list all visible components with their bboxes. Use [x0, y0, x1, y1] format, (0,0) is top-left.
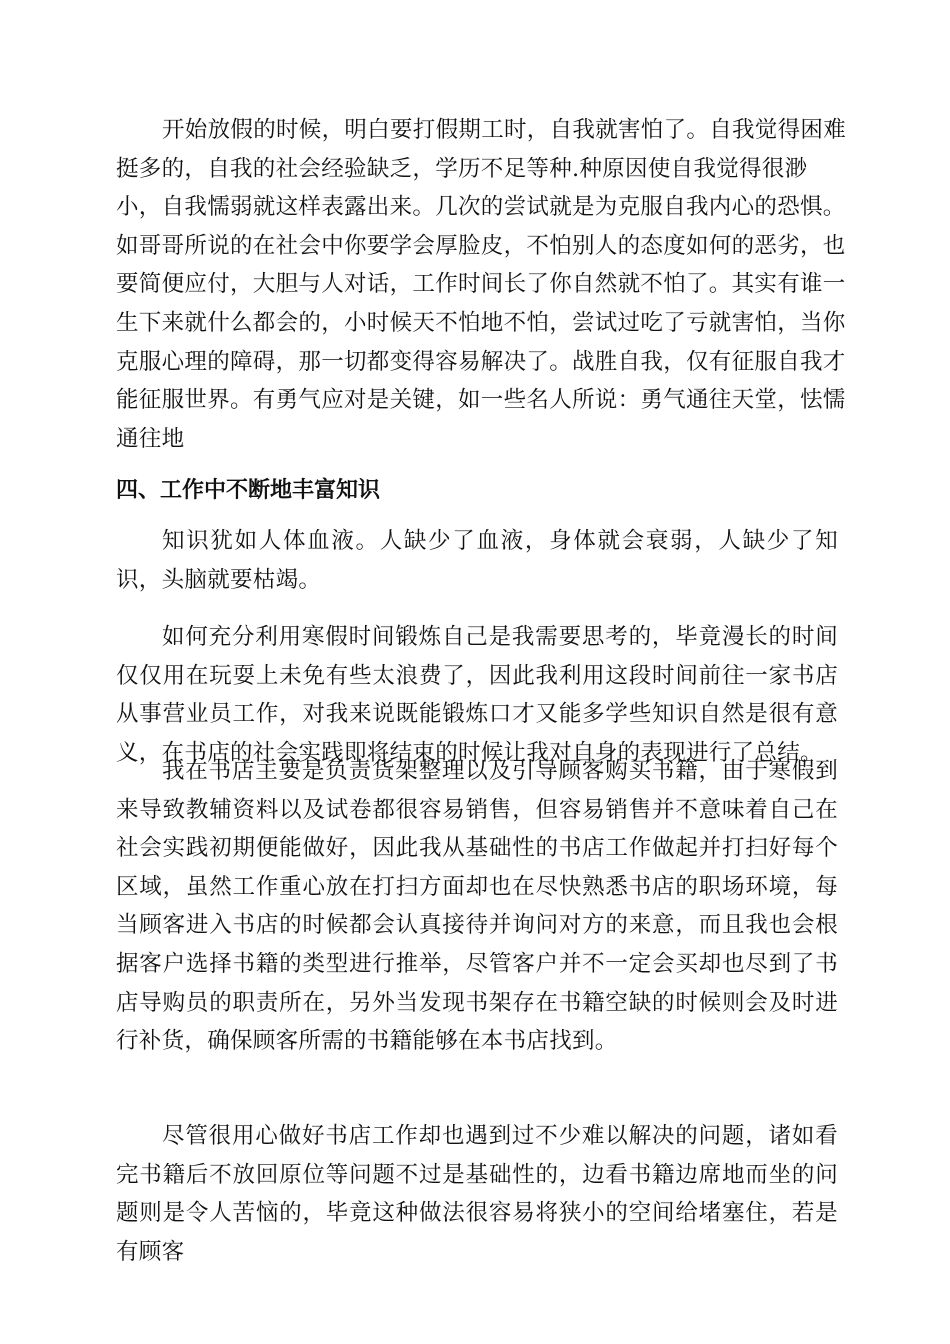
paragraph-knowledge: 知识犹如人体血液。人缺少了血液，身体就会衰弱，人缺少了知识，头脑就要枯竭。 [116, 528, 838, 593]
text-line: 挺多的，自我的社会经验缺乏，学历不足等种.种原因使自我觉得很渺 [116, 155, 808, 182]
text-line: 能征服世界。有勇气应对是关键，如一些名人所说：勇气通往天堂，怯懦 [116, 387, 846, 414]
text-line: 生下来就什么都会的，小时候天不怕地不怕，尝试过吃了亏就害怕，当你 [116, 309, 846, 336]
paragraph-courage [116, 111, 847, 458]
text-line: 开始放假的时候，明白要打假期工时，自我就害怕了。自我觉得困难 [162, 117, 847, 143]
text-line: 如哥哥所说的在社会中你要学会厚脸皮，不怕别人的态度如何的恶劣，也 [116, 232, 846, 259]
text-line: 要简便应付，大胆与人对话，工作时间长了你自然就不怕了。其实有谁一 [116, 271, 846, 298]
paragraph-winter-break: 如何充分利用寒假时间锻炼自己是我需要思考的，毕竟漫长的时间仅仅用在玩耍上未免有些太浪费了，因此我利用这段时间前往一家书店从事营业员工作，对我来说既能锻炼口才又能多学些知识自然是很有意义，在书店的社会实践即将结束的时候让我对自身的表现进行了总结。 [116, 624, 838, 766]
text-line: 克服心理的障碍，那一切都变得容易解决了。战胜自我，仅有征服自我才 [116, 348, 846, 375]
paragraph-bookstore-duties: 我在书店主要是负责货架整理以及引导顾客购买书籍，由于寒假到来导致教辅资料以及试卷都很容易销售，但容易销售并不意味着自己在社会实践初期便能做好，因此我从基础性的书店工作做起并打扫好每个区域，虽然工作重心放在打扫方面却也在尽快熟悉书店的职场环境，每当顾客进入书店的时候都会认真接待并询问对方的来意，而且我也会根据客户选择书籍的类型进行推举，尽管客户并不一定会买却也尽到了书店导购员的职责所在，另外当发现书架存在书籍空缺的时候则会及时进行补货，确保顾客所需的书籍能够在本书店找到。 [116, 758, 838, 1055]
text-line: 通往地 [116, 425, 185, 452]
paragraph-bookstore-problems: 尽管很用心做好书店工作却也遇到过不少难以解决的问题，诸如看完书籍后不放回原位等问题不过是基础性的，边看书籍边席地而坐的问题则是令人苦恼的，毕竟这种做法很容易将狭小的空间给堵塞住，若是有顾客 [116, 1123, 838, 1265]
section-heading: 四、工作中不断地丰富知识 [116, 478, 381, 503]
text-line: 小，自我懦弱就这样表露出来。几次的尝试就是为克服自我内心的恐惧。 [116, 194, 846, 221]
